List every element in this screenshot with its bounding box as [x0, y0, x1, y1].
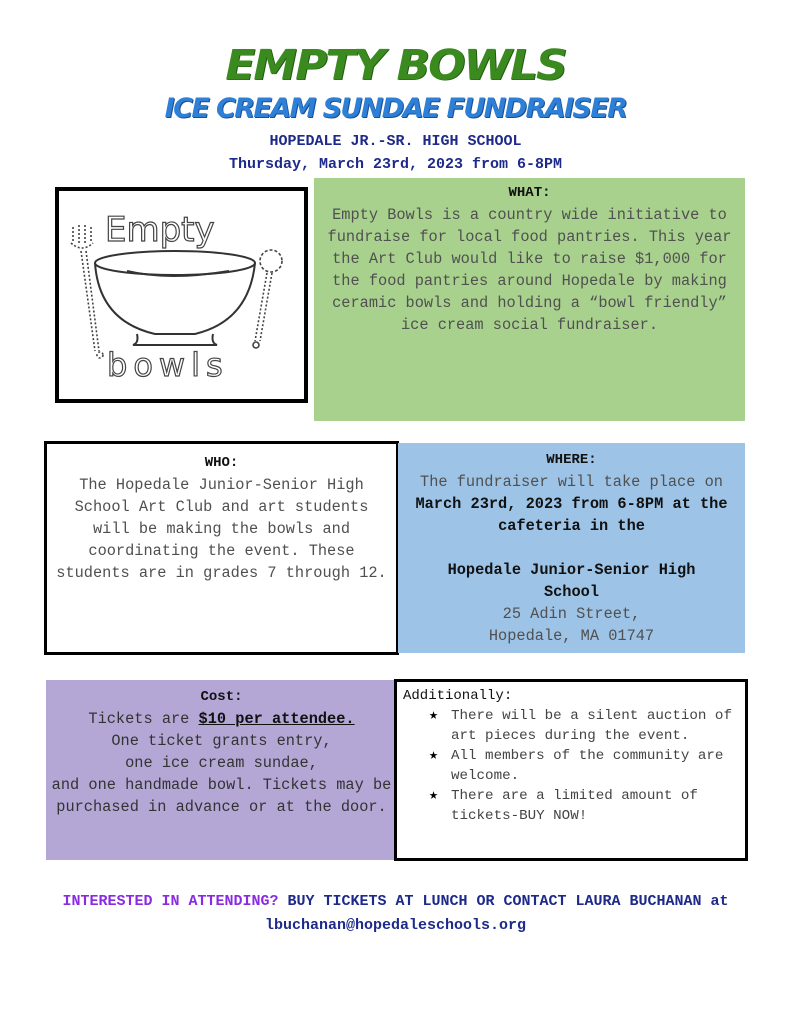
star-icon: ★ — [429, 707, 439, 724]
list-item — [429, 746, 739, 786]
footer-cta — [40, 890, 751, 938]
what-body: Empty Bowls is a country wide initiative to fundraise for local food pantries. This year the Art Club would like to raise $1,000 for the food pantries around Hopedale by making ceramic bowls and holding a “bowl friendly” ice cream social fundraiser. — [327, 206, 732, 334]
where-address-street: 25 Adin Street, — [502, 605, 641, 623]
school-name: HOPEDALE JR.-SR. HIGH SCHOOL — [269, 133, 522, 150]
what-label: WHAT: — [508, 185, 551, 201]
page-title: EMPTY BOWLS — [225, 41, 566, 90]
footer-highlight: INTERESTED IN ATTENDING? — [62, 893, 279, 910]
where-datetime: March 23rd, 2023 from 6-8PM at the cafeteria in the — [415, 495, 728, 535]
cost-line-3: one ice cream sundae, — [125, 754, 318, 772]
cost-line-2: One ticket grants entry, — [111, 732, 332, 750]
where-address-city: Hopedale, MA 01747 — [488, 627, 655, 645]
star-icon: ★ — [429, 747, 439, 764]
where-section — [398, 443, 745, 653]
who-section — [44, 441, 399, 655]
cost-label: Cost: — [200, 689, 243, 705]
logo-text-bottom: bowls — [107, 346, 229, 384]
where-label: WHERE: — [546, 452, 597, 468]
cost-line-4: and one handmade bowl. Tickets may be purchased in advance or at the door. — [51, 776, 392, 816]
bowl-drawing-icon — [59, 191, 304, 399]
star-icon: ★ — [429, 787, 439, 804]
who-label: WHO: — [204, 455, 239, 471]
where-venue: Hopedale Junior-Senior High School — [447, 561, 696, 601]
where-intro: The fundraiser will take place on — [420, 473, 723, 491]
cost-price: $10 per attendee. — [198, 710, 355, 728]
empty-bowls-logo — [55, 187, 308, 403]
list-item — [429, 706, 739, 746]
cost-price-line — [50, 708, 393, 730]
cost-section — [46, 680, 397, 860]
who-body: The Hopedale Junior-Senior High School Art Club and art students will be making the bowls and coordinating the event. These students are in grades 7 through 12. — [56, 476, 387, 582]
list-item — [429, 786, 739, 826]
list-item-text: There are a limited amount of tickets-BUY NOW! — [451, 788, 698, 824]
what-section — [314, 178, 745, 421]
list-item-text: There will be a silent auction of art pieces during the event. — [451, 708, 732, 744]
list-item-text: All members of the community are welcome. — [451, 748, 724, 784]
additionally-section — [394, 679, 748, 861]
event-date: Thursday, March 23rd, 2023 from 6-8PM — [228, 156, 563, 173]
footer-contact: BUY TICKETS AT LUNCH OR CONTACT LAURA BUCHANAN at lbuchanan@hopedaleschools.org — [264, 893, 738, 934]
page-subtitle: ICE CREAM SUNDAE FUNDRAISER — [164, 93, 627, 124]
additionally-label: Additionally: — [403, 688, 513, 704]
logo-text-top: Empty — [105, 210, 215, 250]
cost-price-prefix: Tickets are — [88, 710, 199, 728]
